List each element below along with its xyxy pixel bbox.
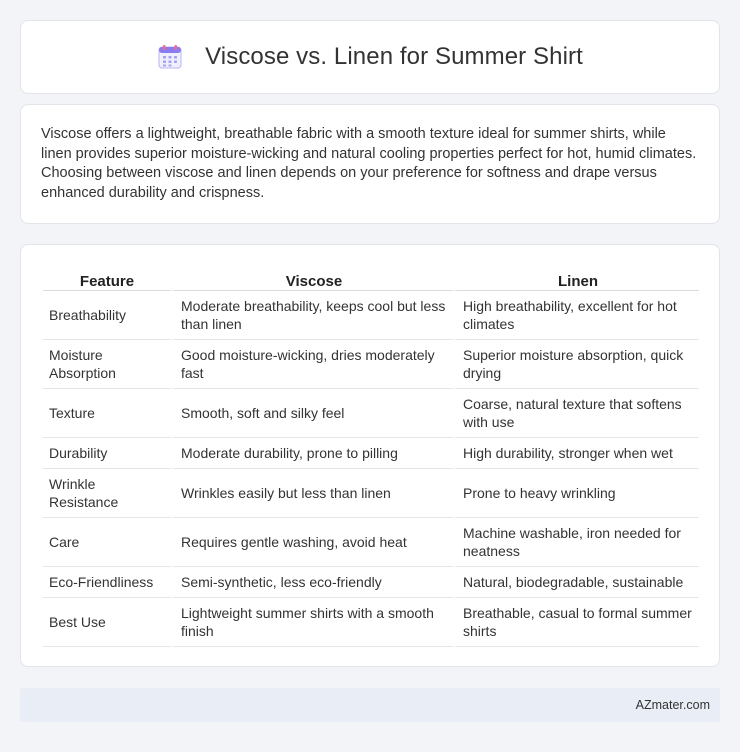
linen-cell: Superior moisture absorption, quick drying [453, 340, 699, 389]
viscose-cell: Lightweight summer shirts with a smooth finish [171, 598, 453, 647]
feature-cell: Best Use [43, 598, 171, 647]
table-row [43, 389, 699, 438]
table-row [43, 340, 699, 389]
footer-site-link[interactable]: AZmater.com [635, 698, 710, 712]
calendar-icon [157, 44, 183, 70]
comparison-table [43, 265, 699, 647]
title-wrap [157, 43, 583, 71]
feature-cell: Texture [43, 389, 171, 438]
feature-cell: Moisture Absorption [43, 340, 171, 389]
linen-cell: Prone to heavy wrinkling [453, 469, 699, 518]
title-card [20, 20, 720, 94]
feature-cell: Eco-Friendliness [43, 567, 171, 598]
table-row [43, 598, 699, 647]
viscose-cell: Good moisture-wicking, dries moderately fast [171, 340, 453, 389]
header-viscose: Viscose [171, 265, 453, 291]
viscose-cell: Requires gentle washing, avoid heat [171, 518, 453, 567]
linen-cell: High breathability, excellent for hot climates [453, 291, 699, 340]
feature-cell: Durability [43, 438, 171, 469]
viscose-cell: Smooth, soft and silky feel [171, 389, 453, 438]
feature-cell: Care [43, 518, 171, 567]
feature-cell: Wrinkle Resistance [43, 469, 171, 518]
page-title: Viscose vs. Linen for Summer Shirt [205, 43, 583, 70]
viscose-cell: Moderate durability, prone to pilling [171, 438, 453, 469]
viscose-cell: Moderate breathability, keeps cool but less than linen [171, 291, 453, 340]
intro-card [20, 104, 720, 224]
footer [20, 688, 720, 722]
linen-cell: Coarse, natural texture that softens with use [453, 389, 699, 438]
table-row [43, 438, 699, 469]
comparison-card [20, 244, 720, 667]
header-linen: Linen [453, 265, 699, 291]
viscose-cell: Semi-synthetic, less eco-friendly [171, 567, 453, 598]
intro-paragraph: Viscose offers a lightweight, breathable fabric with a smooth texture ideal for summer shirts, while linen provides superior moisture-wicking and natural cooling properties perfect for hot, humid climates. Choosing between viscose and linen depends on your preference for softness and drape versus enhanced durability and crispness. [41, 126, 697, 201]
table-row [43, 291, 699, 340]
feature-cell: Breathability [43, 291, 171, 340]
table-row [43, 518, 699, 567]
header-feature: Feature [43, 265, 171, 291]
table-header-row [43, 265, 699, 291]
table-row [43, 567, 699, 598]
linen-cell: Machine washable, iron needed for neatness [453, 518, 699, 567]
linen-cell: Natural, biodegradable, sustainable [453, 567, 699, 598]
table-row [43, 469, 699, 518]
linen-cell: High durability, stronger when wet [453, 438, 699, 469]
linen-cell: Breathable, casual to formal summer shirts [453, 598, 699, 647]
viscose-cell: Wrinkles easily but less than linen [171, 469, 453, 518]
